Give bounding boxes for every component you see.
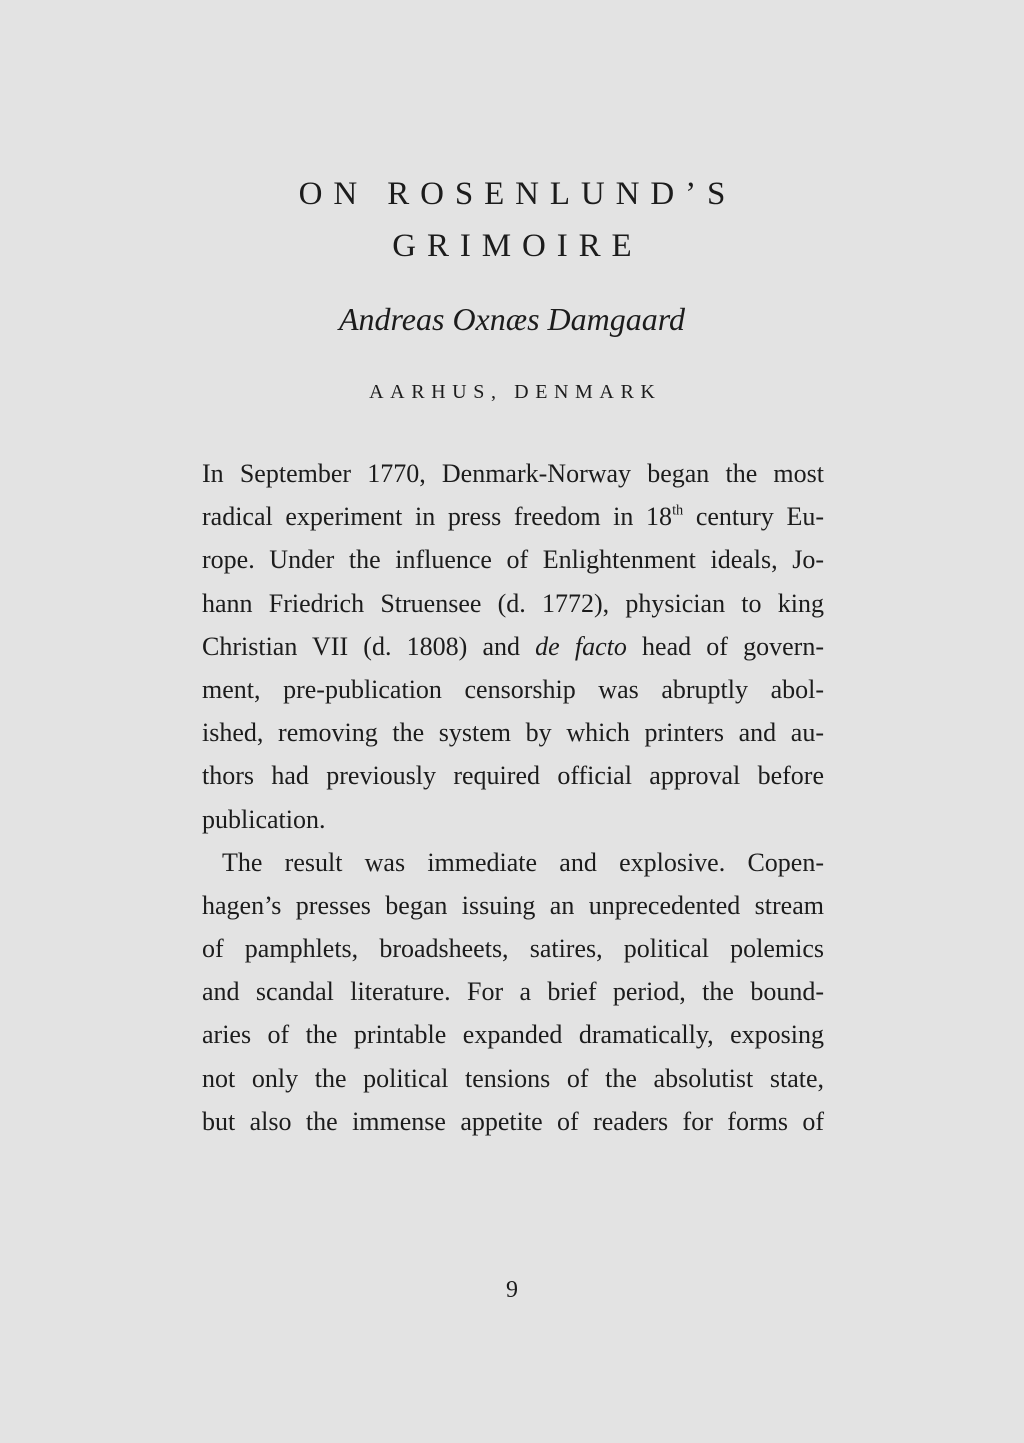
article-body — [202, 452, 824, 1143]
text-line: hann Friedrich Struensee (d. 1772), physician to king — [202, 588, 824, 618]
ordinal-superscript: th — [672, 502, 684, 519]
text-line: but also the immense appetite of readers for forms of — [202, 1106, 824, 1136]
text-line: publication. — [202, 804, 326, 834]
article-title-line-1: ON ROSENLUND’S — [298, 176, 737, 212]
text-line: not only the political tensions of the absolutist state, — [202, 1063, 824, 1093]
text-segment: head of govern- — [626, 631, 824, 661]
author-affiliation: AARHUS, DENMARK — [369, 381, 662, 403]
text-segment: century Eu- — [683, 502, 824, 532]
text-line — [202, 495, 824, 538]
page-number: 9 — [506, 1277, 518, 1303]
text-line: ished, removing the system by which printers and au- — [202, 718, 824, 748]
text-line — [202, 625, 824, 668]
article-title-line-2: GRIMOIRE — [392, 228, 643, 264]
text-line: rope. Under the influence of Enlightenment ideals, Jo- — [202, 545, 824, 575]
text-line: In September 1770, Denmark-Norway began the most — [202, 459, 824, 488]
text-line: aries of the printable expanded dramatically, exposing — [202, 1020, 824, 1050]
paragraph-2 — [202, 841, 824, 1143]
text-line: ment, pre-publication censorship was abruptly abol- — [202, 674, 824, 704]
text-segment: radical experiment in press freedom in 18 — [202, 502, 673, 532]
text-line: hagen’s presses began issuing an unprecedented stream — [202, 890, 824, 920]
text-line: The result was immediate and explosive. Copen- — [222, 847, 824, 877]
italic-phrase: de facto — [535, 631, 627, 661]
paragraph-1 — [202, 452, 824, 841]
text-line: of pamphlets, broadsheets, satires, political polemics — [202, 934, 824, 964]
text-segment: Christian VII (d. 1808) and — [202, 631, 536, 661]
text-line: and scandal literature. For a brief period, the bound- — [202, 977, 824, 1007]
author-name: Andreas Oxnæs Damgaard — [338, 301, 686, 337]
text-line: thors had previously required official approval before — [202, 761, 824, 791]
